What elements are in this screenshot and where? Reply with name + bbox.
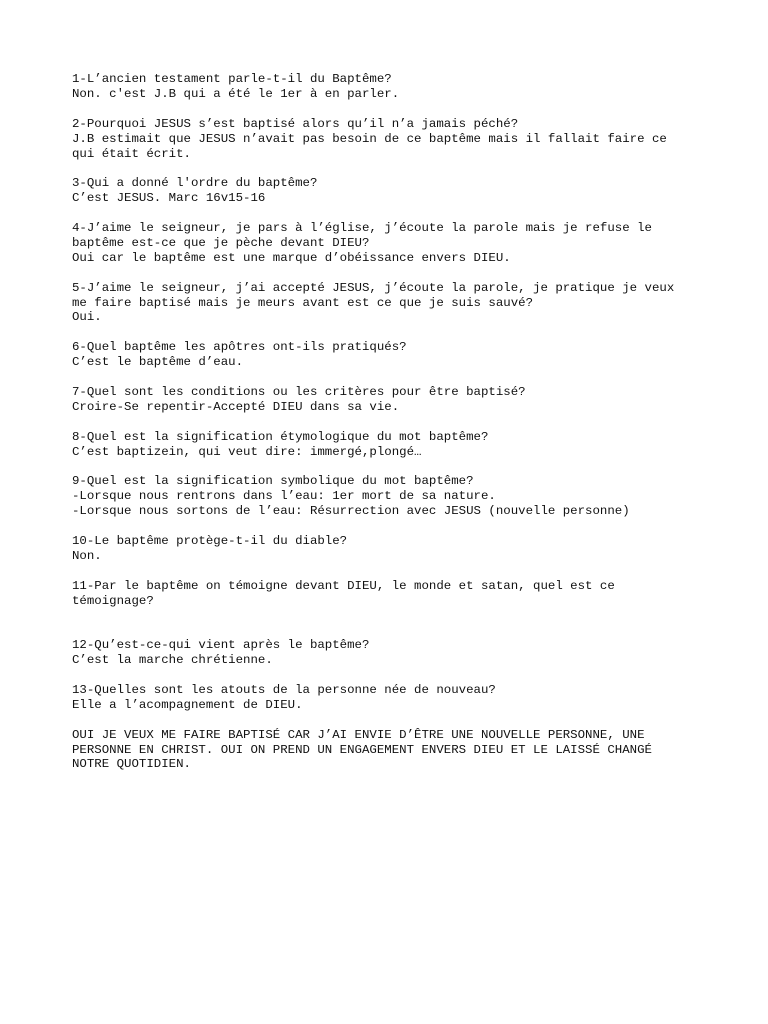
closing-statement: [72, 728, 696, 773]
qa-block-2: [72, 117, 696, 162]
answer-text: qui était écrit.: [72, 146, 191, 161]
answer-text: C’est le baptême d’eau.: [72, 355, 244, 370]
closing-text: PERSONNE EN CHRIST. OUI ON PREND UN ENGAGEMENT ENVERS DIEU ET LE LAISSÉ CHANGÉ: [72, 742, 652, 757]
question-text: 2-Pourquoi JESUS s’est baptisé alors qu’il n’a jamais péché?: [72, 116, 519, 131]
closing-text: NOTRE QUOTIDIEN.: [72, 757, 191, 772]
qa-block-7: [72, 385, 696, 415]
question-text: me faire baptisé mais je meurs avant est ce que je suis sauvé?: [72, 295, 534, 310]
answer-text: Oui car le baptême est une marque d’obéissance envers DIEU.: [72, 250, 511, 265]
question-text: 13-Quelles sont les atouts de la personne née de nouveau?: [72, 682, 496, 697]
qa-block-1: [72, 72, 696, 102]
question-text: témoignage?: [72, 593, 154, 608]
answer-text: Non. c'est J.B qui a été le 1er à en parler.: [72, 86, 400, 101]
answer-text: Non.: [72, 548, 102, 563]
question-text: 3-Qui a donné l'ordre du baptême?: [72, 176, 318, 191]
qa-block-13: [72, 683, 696, 713]
question-text: 11-Par le baptême on témoigne devant DIEU, le monde et satan, quel est ce: [72, 578, 615, 593]
question-text: 7-Quel sont les conditions ou les critères pour être baptisé?: [72, 384, 526, 399]
question-text: 5-J’aime le seigneur, j’ai accepté JESUS, j’écoute la parole, je pratique je veux: [72, 280, 675, 295]
answer-text: C’est baptizein, qui veut dire: immergé,plongé…: [72, 444, 422, 459]
document-page: [72, 72, 696, 787]
closing-text: OUI JE VEUX ME FAIRE BAPTISÉ CAR J’AI ENVIE D’ÊTRE UNE NOUVELLE PERSONNE, UNE: [72, 727, 645, 742]
qa-block-6: [72, 340, 696, 370]
answer-text: C’est JESUS. Marc 16v15-16: [72, 191, 266, 206]
answer-text: Elle a l’acompagnement de DIEU.: [72, 697, 303, 712]
question-text: 10-Le baptême protège-t-il du diable?: [72, 533, 348, 548]
answer-text: Croire-Se repentir-Accepté DIEU dans sa vie.: [72, 399, 400, 414]
qa-block-9: [72, 474, 696, 519]
qa-block-10: [72, 534, 696, 564]
qa-block-11: [72, 579, 696, 609]
answer-text: -Lorsque nous sortons de l’eau: Résurrection avec JESUS (nouvelle personne): [72, 504, 630, 519]
question-text: 9-Quel est la signification symbolique du mot baptême?: [72, 474, 474, 489]
question-text: baptême est-ce que je pèche devant DIEU?: [72, 235, 370, 250]
qa-block-3: [72, 176, 696, 206]
question-text: 8-Quel est la signification étymologique du mot baptême?: [72, 429, 489, 444]
question-text: 1-L’ancien testament parle-t-il du Baptême?: [72, 72, 392, 86]
answer-text: J.B estimait que JESUS n’avait pas besoin de ce baptême mais il fallait faire ce: [72, 131, 667, 146]
answer-text: Oui.: [72, 310, 102, 325]
answer-text: C’est la marche chrétienne.: [72, 653, 273, 668]
qa-block-5: [72, 281, 696, 326]
qa-block-4: [72, 221, 696, 266]
question-text: 4-J’aime le seigneur, je pars à l’église, j’écoute la parole mais je refuse le: [72, 221, 652, 236]
question-text: 12-Qu’est-ce-qui vient après le baptême?: [72, 638, 370, 653]
qa-block-8: [72, 430, 696, 460]
answer-text: -Lorsque nous rentrons dans l’eau: 1er mort de sa nature.: [72, 489, 496, 504]
question-text: 6-Quel baptême les apôtres ont-ils pratiqués?: [72, 340, 407, 355]
qa-block-12: [72, 638, 696, 668]
